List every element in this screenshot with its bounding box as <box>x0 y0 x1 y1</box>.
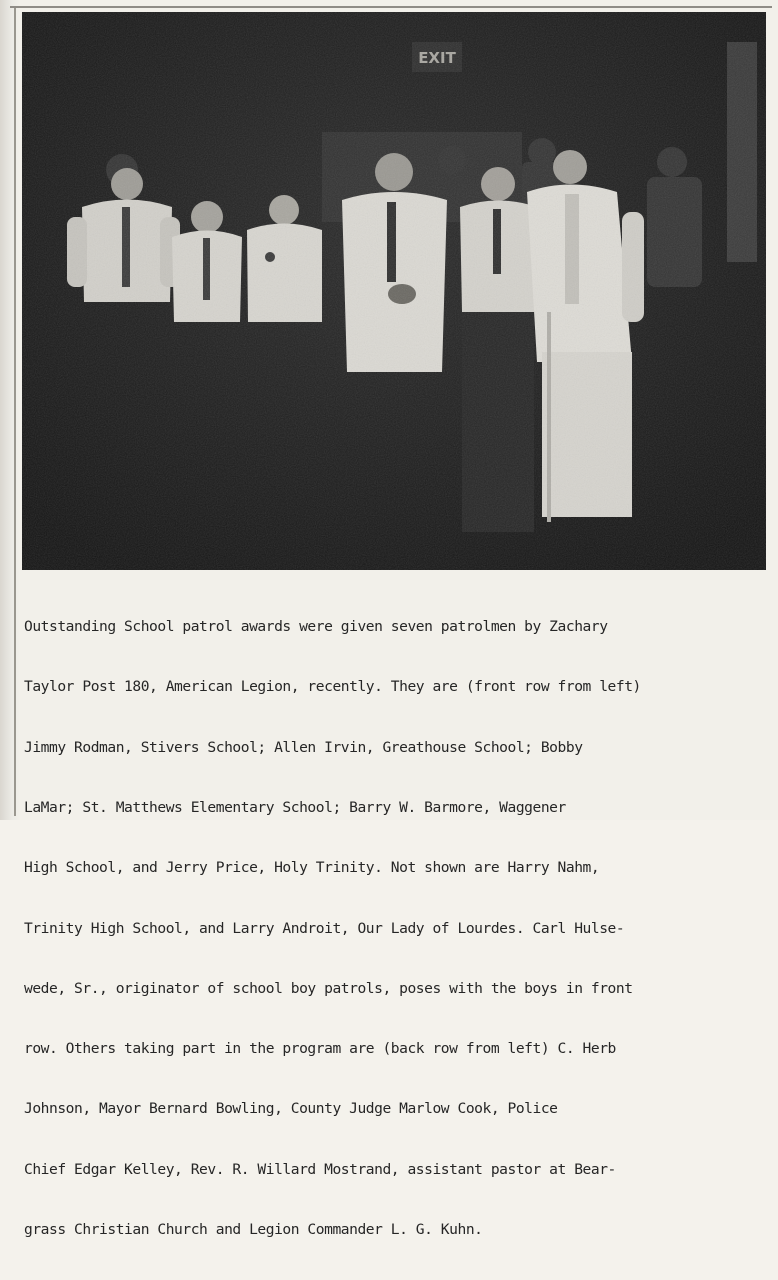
group-photo-drawing <box>22 12 766 570</box>
caption-line: row. Others taking part in the program are (back row from left) C. Herb <box>24 1040 616 1058</box>
caption-line: Johnson, Mayor Bernard Bowling, County Judge Marlow Cook, Police <box>24 1100 558 1118</box>
caption-line: Jimmy Rodman, Stivers School; Allen Irvin, Greathouse School; Bobby <box>24 738 583 756</box>
caption-line: LaMar; St. Matthews Elementary School; Barry W. Barmore, Waggener <box>24 799 566 817</box>
top-border-rule <box>10 6 772 8</box>
photo-caption <box>24 577 768 1280</box>
caption-line: Chief Edgar Kelley, Rev. R. Willard Mostrand, assistant pastor at Bear- <box>24 1160 616 1178</box>
left-border-rule <box>14 8 16 816</box>
caption-line: High School, and Jerry Price, Holy Trinity. Not shown are Harry Nahm, <box>24 859 600 877</box>
caption-line: Outstanding School patrol awards were given seven patrolmen by Zachary <box>24 618 608 636</box>
torn-edge-strip <box>0 0 20 820</box>
caption-line: Taylor Post 180, American Legion, recently. They are (front row from left) <box>24 678 641 696</box>
caption-line: Trinity High School, and Larry Androit, Our Lady of Lourdes. Carl Hulse- <box>24 919 625 937</box>
caption-line: grass Christian Church and Legion Commander L. G. Kuhn. <box>24 1221 483 1238</box>
caption-line: wede, Sr., originator of school boy patrols, poses with the boys in front <box>24 979 633 997</box>
group-photo <box>22 12 766 570</box>
